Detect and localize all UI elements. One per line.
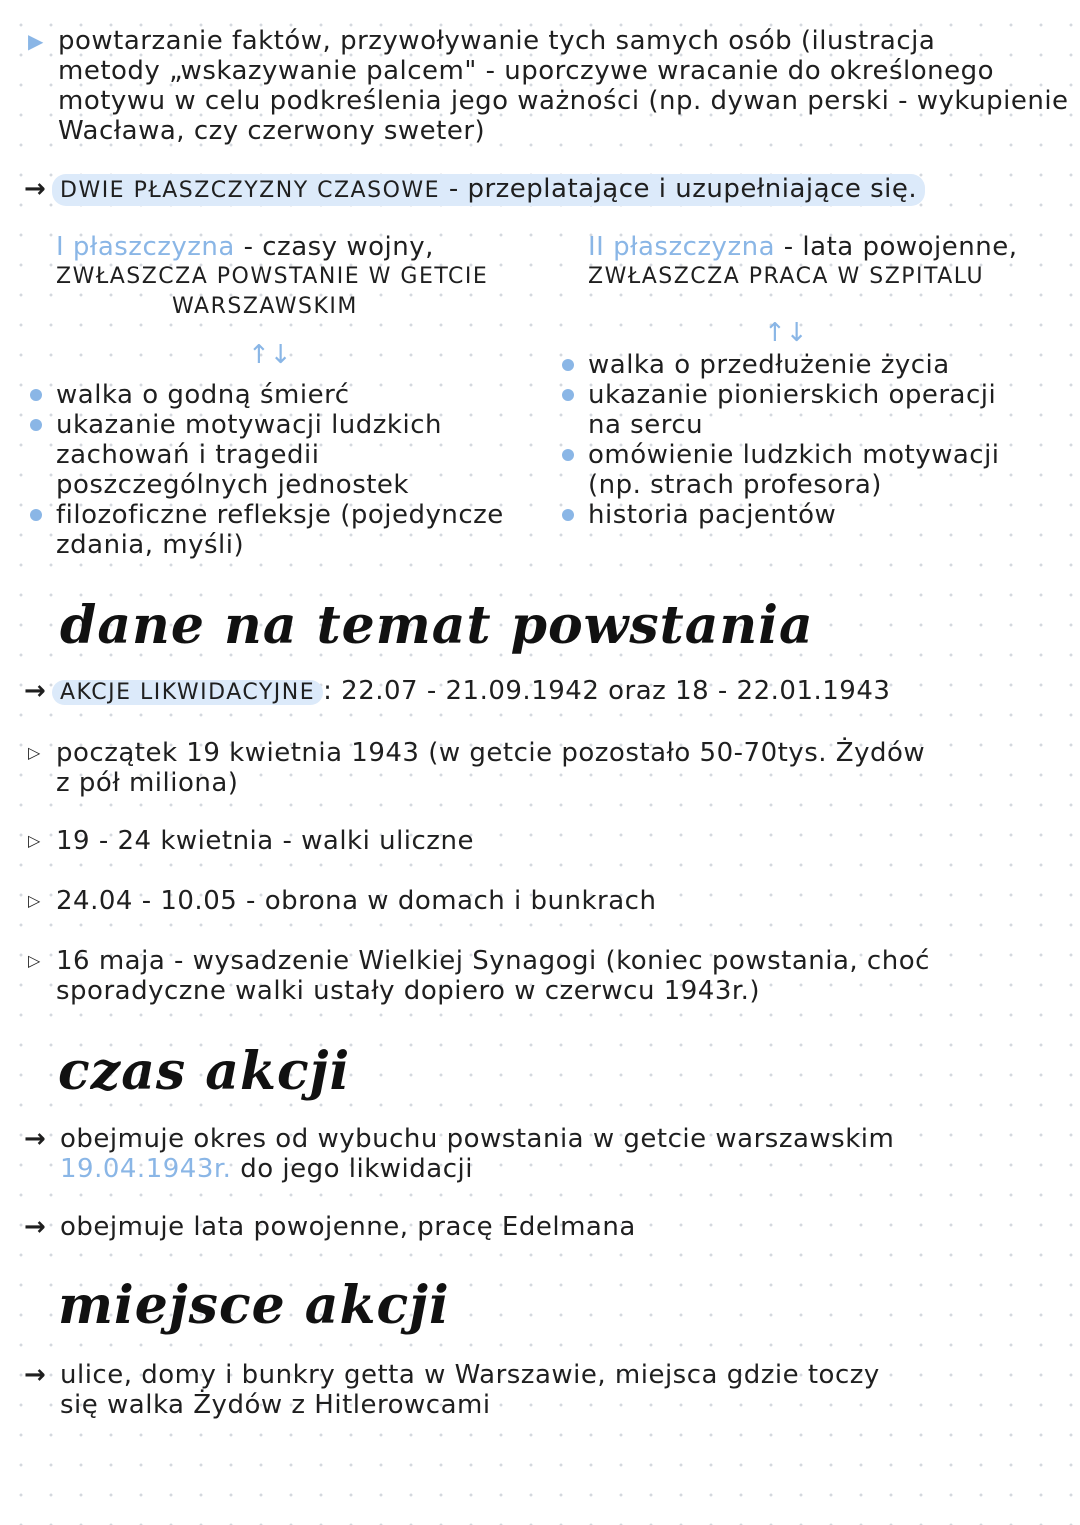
planes-lead: DWIE PŁASZCZYZNY CZASOWE (60, 178, 441, 203)
place-line: ulice, domy i bunkry getta w Warszawie, miejsca gdzie toczy (60, 1360, 880, 1390)
triangle-right-icon: ▷ (28, 743, 41, 762)
first-plane-item: ukazanie motywacji ludzkich (56, 410, 442, 440)
first-plane-item: poszczególnych jednostek (56, 470, 409, 500)
event-line: 19 - 24 kwietnia - walki uliczne (56, 826, 474, 856)
first-plane-rest: - czasy wojny, (243, 232, 434, 262)
first-plane-sub: ZWŁASZCZA POWSTANIE W GETCIE (56, 264, 489, 289)
event-line: z pół miliona) (56, 768, 239, 798)
arrow-right-icon: → (24, 174, 46, 204)
up-down-arrows-icon: ↑↓ (248, 340, 292, 370)
second-plane-item: na sercu (588, 410, 704, 440)
arrow-right-icon: → (24, 1212, 46, 1242)
event-line: 16 maja - wysadzenie Wielkiej Synagogi (koniec powstania, choć (56, 946, 930, 976)
time-item: do jego likwidacji (240, 1154, 473, 1184)
triangle-right-icon: ▷ (28, 891, 41, 910)
place-heading: miejsce akcji (58, 1275, 450, 1336)
intro-line: motywu w celu podkreślenia jego ważności (np. dywan perski - wykupienie (58, 86, 1069, 116)
liquidation-dates: : 22.07 - 21.09.1942 oraz 18 - 22.01.1943 (323, 676, 891, 706)
first-plane-item: zdania, myśli) (56, 530, 245, 560)
dot-bullet-icon (562, 509, 574, 521)
first-plane-title: I płaszczyzna (56, 232, 235, 262)
triangle-right-icon: ▷ (28, 951, 41, 970)
second-plane-rest: - lata powojenne, (783, 232, 1018, 262)
second-plane-item: historia pacjentów (588, 500, 837, 530)
first-plane-item: filozoficzne refleksje (pojedyncze (56, 500, 504, 530)
triangle-right-icon: ▷ (28, 831, 41, 850)
first-plane-item: zachowań i tragedii (56, 440, 320, 470)
first-plane (56, 232, 488, 322)
uprising-heading: dane na temat powstania (60, 595, 814, 656)
arrow-right-icon: → (24, 1124, 46, 1154)
arrow-right-icon: → (24, 1360, 46, 1390)
event-line: 24.04 - 10.05 - obrona w domach i bunkrach (56, 886, 657, 916)
second-plane-item: walka o przedłużenie życia (588, 350, 950, 380)
time-item-date: 19.04.1943r. (60, 1154, 232, 1184)
intro-line: Wacława, czy czerwony sweter) (58, 116, 486, 146)
second-plane-sub: ZWŁASZCZA PRACA W SZPITALU (588, 264, 985, 289)
up-down-arrows-icon: ↑↓ (764, 318, 808, 348)
dot-bullet-icon (30, 389, 42, 401)
event-line: sporadyczne walki ustały dopiero w czerwcu 1943r.) (56, 976, 761, 1006)
dot-bullet-icon (30, 509, 42, 521)
first-plane-sub: WARSZAWSKIM (172, 294, 358, 319)
arrow-right-icon: → (24, 676, 46, 706)
triangle-right-icon: ▶ (28, 29, 44, 53)
time-heading: czas akcji (58, 1041, 351, 1102)
time-item: obejmuje okres od wybuchu powstania w getcie warszawskim (60, 1124, 895, 1154)
event-line: początek 19 kwietnia 1943 (w getcie pozostało 50-70tys. Żydów (56, 738, 926, 768)
second-plane-title: II płaszczyzna (588, 232, 776, 262)
planes-desc: - przeplatające i uzupełniające się. (448, 174, 918, 204)
place-line: się walka Żydów z Hitlerowcami (60, 1390, 491, 1420)
second-plane-item: (np. strach profesora) (588, 470, 882, 500)
dot-bullet-icon (562, 389, 574, 401)
liquidation-label: AKCJE LIKWIDACYJNE (52, 680, 323, 705)
time-item: obejmuje lata powojenne, pracę Edelmana (60, 1212, 636, 1242)
planes-highlight (52, 174, 925, 206)
dot-bullet-icon (562, 359, 574, 371)
intro-line: powtarzanie faktów, przywoływanie tych samych osób (ilustracja (58, 26, 936, 56)
first-plane-item: walka o godną śmierć (56, 380, 350, 410)
second-plane-item: omówienie ludzkich motywacji (588, 440, 1000, 470)
second-plane (588, 232, 1018, 292)
dot-bullet-icon (562, 449, 574, 461)
intro-line: metody „wskazywanie palcem" - uporczywe wracanie do określonego (58, 56, 995, 86)
second-plane-item: ukazanie pionierskich operacji (588, 380, 997, 410)
dot-bullet-icon (30, 419, 42, 431)
